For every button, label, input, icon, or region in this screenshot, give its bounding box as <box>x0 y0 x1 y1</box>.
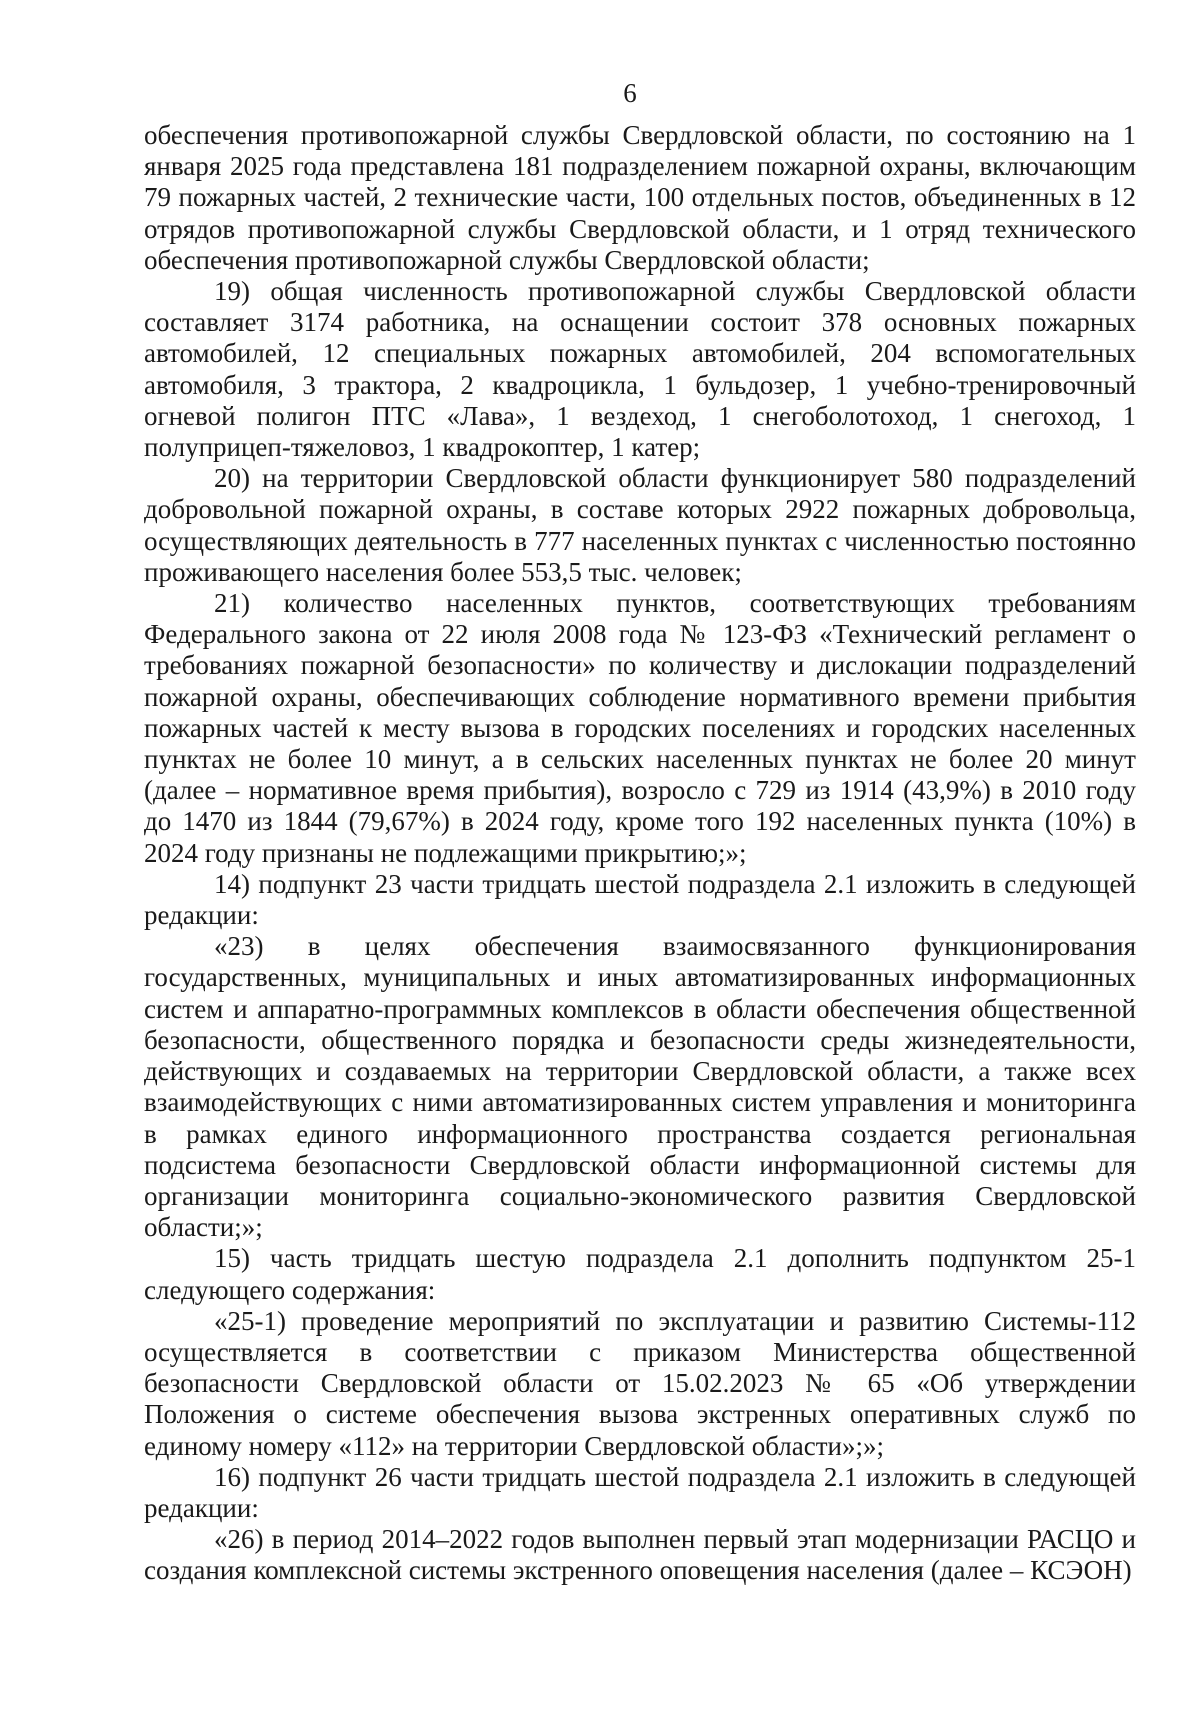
paragraph-amendment-16: 16) подпункт 26 части тридцать шестой подраздела 2.1 изложить в следующей редакции: <box>144 1461 1136 1523</box>
document-body <box>144 120 1136 1587</box>
paragraph-item-26: «26) в период 2014–2022 годов выполнен первый этап модернизации РАСЦО и создания комплексной системы экстренного оповещения населения (далее – КСЭОН) <box>144 1524 1136 1586</box>
paragraph-item-20: 20) на территории Свердловской области функционирует 580 подразделений добровольной пожарной охраны, в составе которых 2922 пожарных добровольца, осуществляющих деятельность в 777 населенных пунктах с численностью постоянно проживающего населения более 553,5 тыс. человек; <box>144 463 1136 587</box>
page-number: 6 <box>623 78 637 108</box>
paragraph-amendment-15: 15) часть тридцать шестую подраздела 2.1 дополнить подпунктом 25-1 следующего содержания: <box>144 1243 1136 1305</box>
paragraph-item-23: «23) в целях обеспечения взаимосвязанного функционирования государственных, муниципальных и иных автоматизированных информационных систем и аппаратно-программных комплексов в области обеспечения общественной безопасности, общественного порядка и безопасности среды жизнедеятельности, действующих и создаваемых на территории Свердловской области, а также всех взаимодействующих с ними автоматизированных систем управления и мониторинга в рамках единого информационного пространства создается региональная подсистема безопасности Свердловской области информационной системы для организации мониторинга социально-экономического развития Свердловской области;»; <box>144 931 1136 1243</box>
paragraph-item-21: 21) количество населенных пунктов, соответствующих требованиям Федерального закона от 22 июля 2008 года № 123-ФЗ «Технический регламент о требованиях пожарной безопасности» по количеству и дислокации подразделений пожарной охраны, обеспечивающих соблюдение нормативного времени прибытия пожарных частей к месту вызова в городских поселениях и городских населенных пунктах не более 10 минут, а в сельских населенных пунктах не более 20 минут (далее – нормативное время прибытия), возросло с 729 из 1914 (43,9%) в 2010 году до 1470 из 1844 (79,67%) в 2024 году, кроме того 192 населенных пункта (10%) в 2024 году признаны не подлежащими прикрытию;»; <box>144 588 1136 868</box>
paragraph-fire-service-structure: обеспечения противопожарной службы Свердловской области, по состоянию на 1 января 2025 года представлена 181 подразделением пожарной охраны, включающим 79 пожарных частей, 2 технические части, 100 отдельных постов, объединенных в 12 отрядов противопожарной службы Свердловской области, и 1 отряд технического обеспечения противопожарной службы Свердловской области; <box>144 120 1136 275</box>
paragraph-item-19: 19) общая численность противопожарной службы Свердловской области составляет 3174 работника, на оснащении состоит 378 основных пожарных автомобилей, 12 специальных пожарных автомобилей, 204 вспомогательных автомобиля, 3 трактора, 2 квадроцикла, 1 бульдозер, 1 учебно-тренировочный огневой полигон ПТС «Лава», 1 вездеход, 1 снегоболотоход, 1 снегоход, 1 полуприцеп-тяжеловоз, 1 квадрокоптер, 1 катер; <box>144 276 1136 463</box>
paragraph-item-25-1: «25-1) проведение мероприятий по эксплуатации и развитию Системы-112 осуществляется в соответствии с приказом Министерства общественной безопасности Свердловской области от 15.02.2023 № 65 «Об утверждении Положения о системе обеспечения вызова экстренных оперативных служб по единому номеру «112» на территории Свердловской области»;»; <box>144 1305 1136 1461</box>
paragraph-amendment-14: 14) подпункт 23 части тридцать шестой подраздела 2.1 изложить в следующей редакции: <box>144 868 1136 931</box>
